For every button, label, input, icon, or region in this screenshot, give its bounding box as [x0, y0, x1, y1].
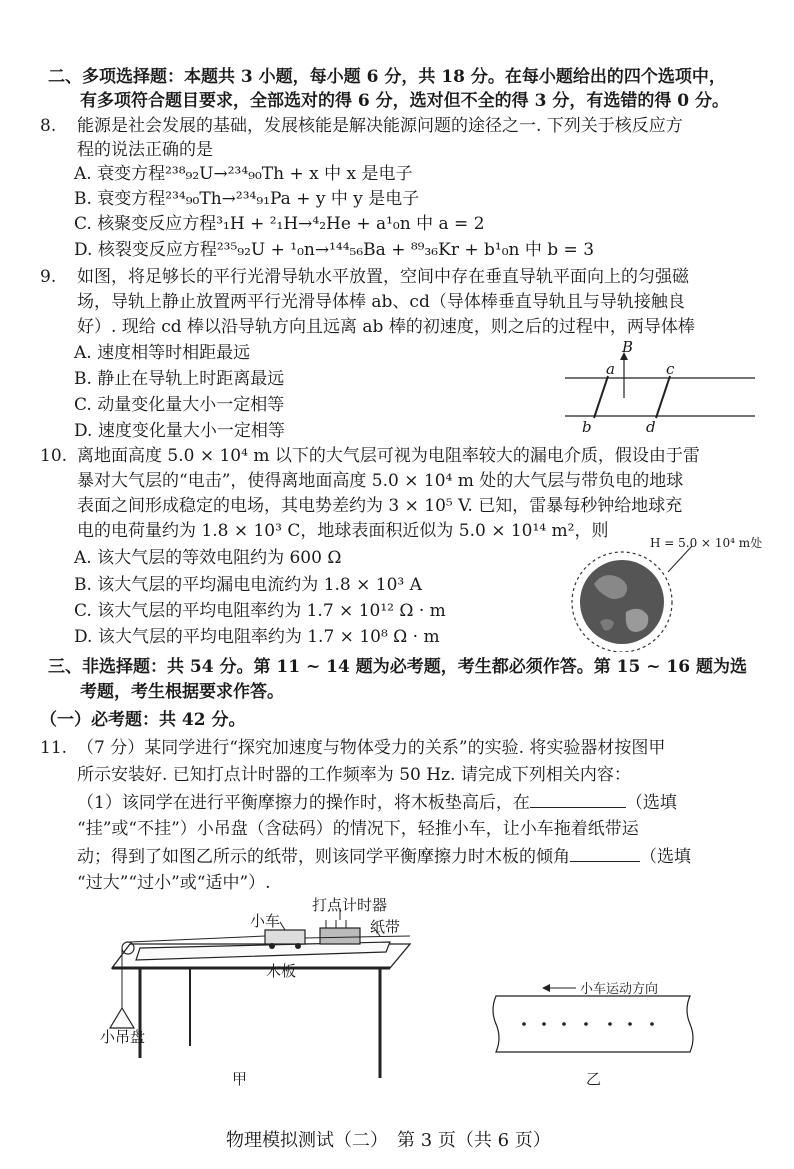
q11-part1-line2: “挂”或“不挂”）小吊盘（含砝码）的情况下，轻推小车，让小车拖着纸带运 — [77, 819, 639, 839]
label-cart: 小车 — [250, 912, 281, 930]
q8-stem-1: 能源是社会发展的基础，发展核能是解决能源问题的途径之一. 下列关于核反应方 — [77, 116, 683, 136]
direction-arrow-head — [542, 984, 550, 992]
section-3-heading-cont: 考题，考生根据要求作答。 — [80, 682, 284, 702]
section-2-heading-cont: 有多项符合题目要求，全部选对的得 6 分，选对但不全的得 3 分，有选错的得 0 分。 — [80, 91, 729, 111]
tape-dot — [542, 1022, 546, 1026]
string — [130, 936, 265, 942]
cart-wheel-2 — [295, 943, 301, 949]
q9-option-d: D. 速度变化量大小一定相等 — [74, 421, 285, 441]
wooden-board — [136, 942, 390, 960]
label-direction: 小车运动方向 — [580, 982, 659, 997]
hanging-pan — [110, 1008, 134, 1028]
tape-dot — [522, 1022, 526, 1026]
q11-part1-line3 — [77, 845, 691, 868]
tape-dot — [628, 1022, 632, 1026]
q9-stem-3: 好）. 现给 cd 棒以沿导轨方向且远离 ab 棒的初速度，则之后的过程中，两导体棒 — [77, 317, 695, 337]
page-footer: 物理模拟测试（二） 第 3 页（共 6 页） — [226, 1130, 551, 1151]
q8-option-d: D. 核裂变反应方程²³⁵₉₂U + ¹₀n→¹⁴⁴₅₆Ba + ⁸⁹₃₆Kr + b¹₀n 中 b = 3 — [74, 240, 595, 260]
q10-option-c: C. 该大气层的平均电阻率约为 1.7 × 10¹² Ω · m — [74, 601, 446, 621]
caption-b: 乙 — [586, 1070, 602, 1088]
label-a: a — [606, 360, 615, 378]
q10-stem-2: 暴对大气层的“电击”，使得离地面高度 5.0 × 10⁴ m 处的大气层与带负电的地球 — [77, 471, 684, 491]
q10-earth-figure — [560, 532, 763, 652]
q9-stem-1: 如图，将足够长的平行光滑导轨水平放置，空间中存在垂直导轨平面向上的匀强磁 — [77, 267, 689, 287]
label-d: d — [646, 418, 656, 436]
tape-dot — [650, 1022, 654, 1026]
q10-option-d: D. 该大气层的平均电阻率约为 1.7 × 10⁸ Ω · m — [74, 627, 440, 647]
label-board: 木板 — [266, 962, 297, 980]
q10-number: 10. — [40, 446, 68, 466]
q10-stem-4: 电的电荷量约为 1.8 × 10³ C，地球表面积近似为 5.0 × 10¹⁴ m²，则 — [77, 521, 609, 541]
section-2-heading: 二、多项选择题：本题共 3 小题，每小题 6 分，共 18 分。在每小题给出的四个选项中， — [48, 67, 726, 87]
earth-globe — [580, 560, 664, 644]
label-c: c — [666, 360, 675, 378]
q9-number: 9. — [40, 267, 57, 287]
q11-number: 11. — [40, 738, 68, 758]
cart-leader — [280, 922, 285, 930]
ticker-timer — [320, 928, 360, 944]
q8-option-a: A. 衰变方程²³⁸₉₂U→²³⁴₉₀Th + x 中 x 是电子 — [74, 164, 413, 184]
q10-option-b: B. 该大气层的平均漏电电流约为 1.8 × 10³ A — [74, 575, 422, 595]
label-b: b — [582, 418, 592, 436]
tape-dot — [562, 1022, 566, 1026]
answer-blank-1[interactable] — [530, 791, 626, 808]
answer-blank-2[interactable] — [570, 845, 640, 862]
label-timer: 打点计时器 — [312, 896, 388, 914]
label-B: B — [622, 338, 634, 356]
q11-part1-line1 — [77, 791, 677, 814]
q8-option-b: B. 衰变方程²³⁴₉₀Th→²³⁴₉₁Pa + y 中 y 是电子 — [74, 189, 420, 209]
q11-part1-choice-3: （选填 — [640, 847, 691, 867]
q8-number: 8. — [40, 116, 57, 136]
q11-part1-line4: “过大”“过小”或“适中”）. — [77, 873, 271, 893]
cart — [265, 930, 305, 944]
q9-stem-2: 场，导轨上静止放置两平行光滑导体棒 ab、cd（导体棒垂直导轨且与导轨接触良 — [77, 292, 685, 312]
cart-wheel-1 — [269, 943, 275, 949]
label-tape: 纸带 — [370, 918, 401, 936]
q9-option-c: C. 动量变化量大小一定相等 — [74, 395, 285, 415]
q11-part1-text: （1）该同学在进行平衡摩擦力的操作时，将木板垫高后，在 — [77, 793, 530, 813]
q8-option-c: C. 核聚变反应方程³₁H + ²₁H→⁴₂He + a¹₀n 中 a = 2 — [74, 214, 485, 234]
rod-cd — [656, 376, 670, 418]
rod-ab — [594, 376, 608, 418]
tape-dot — [584, 1022, 588, 1026]
tape-dot — [608, 1022, 612, 1026]
q11-part1-text-3: 动；得到了如图乙所示的纸带，则该同学平衡摩擦力时木板的倾角 — [77, 847, 570, 867]
q9-rail-figure — [560, 338, 760, 438]
q11-stem-1: （7 分）某同学进行“探究加速度与物体受力的关系”的实验. 将实验器材按图甲 — [77, 738, 666, 758]
pulley — [122, 942, 134, 954]
q8-stem-2: 程的说法正确的是 — [77, 140, 213, 160]
height-label: H = 5.0 × 10⁴ m处 — [650, 536, 763, 550]
label-pan: 小吊盘 — [100, 1028, 146, 1046]
q10-option-a: A. 该大气层的等效电阻约为 600 Ω — [74, 548, 342, 568]
q9-option-a: A. 速度相等时相距最远 — [74, 343, 251, 363]
caption-a: 甲 — [232, 1070, 248, 1088]
q11-figure-b — [490, 970, 710, 1100]
section-3-sub: （一）必考题：共 42 分。 — [40, 710, 246, 730]
q9-option-b: B. 静止在导轨上时距离最远 — [74, 369, 285, 389]
q11-part1-choice: （选填 — [625, 793, 677, 813]
section-3-heading: 三、非选择题：共 54 分。第 11 ~ 14 题为必考题，考生都必须作答。第 15 ~ 16 题为选 — [48, 657, 747, 677]
q10-stem-1: 离地面高度 5.0 × 10⁴ m 以下的大气层可视为电阻率较大的漏电介质，假设由于雷 — [77, 446, 700, 466]
q11-figure-a — [90, 898, 430, 1098]
q11-stem-2: 所示安装好. 已知打点计时器的工作频率为 50 Hz. 请完成下列相关内容： — [77, 765, 631, 785]
q10-stem-3: 表面之间形成稳定的电场，其电势差约为 3 × 10⁵ V. 已知，雷暴每秒钟给地球充 — [77, 496, 683, 516]
